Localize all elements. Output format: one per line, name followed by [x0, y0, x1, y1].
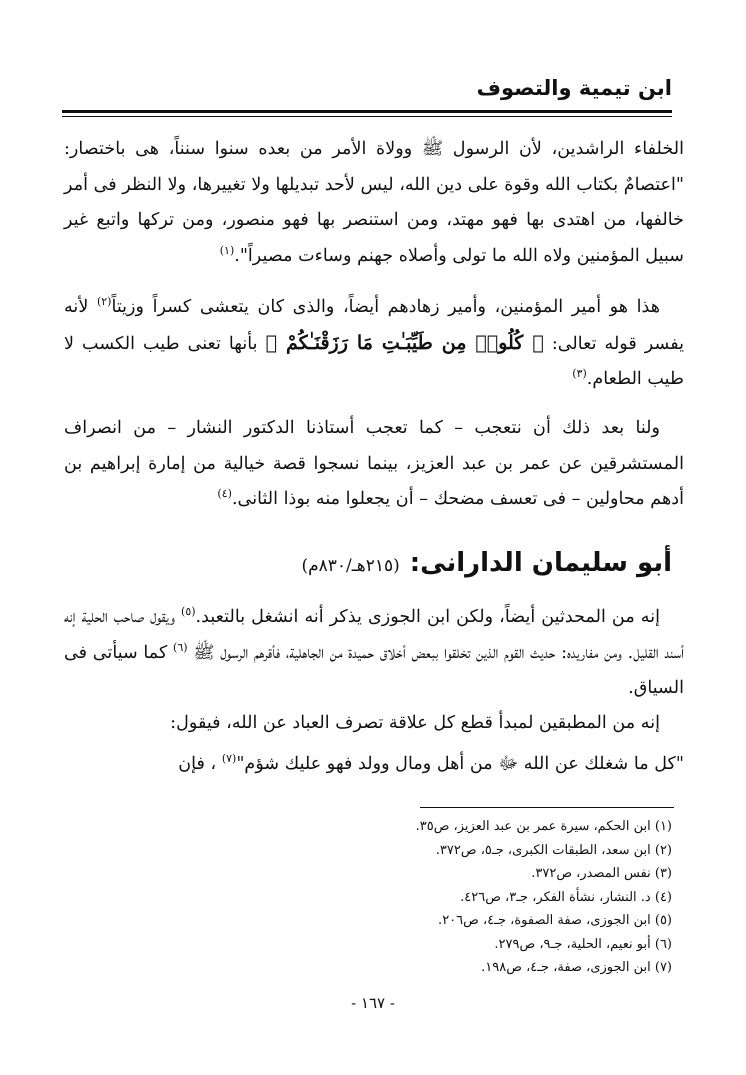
- paragraph-4: [64, 600, 684, 707]
- paragraph-1: [64, 132, 684, 274]
- paragraph-6: [64, 747, 684, 783]
- paragraph-2-text-a: هذا هو أمير المؤمنين، وأمير زهادهم أيضاً، والذى كان يتعشى كسراً وزيتاً: [111, 297, 660, 317]
- footnote-ref-6: (٦): [173, 640, 188, 654]
- paragraph-5: [64, 706, 684, 742]
- section-heading: [72, 545, 672, 584]
- footnote-ref-7: (٧): [221, 752, 237, 766]
- page-number: - ١٦٧ -: [351, 994, 395, 1012]
- footnote-item: (١) ابن الحكم، سيرة عمر بن عبد العزيز، ص٣٥.: [415, 819, 672, 834]
- footnote-item: (٦) أبو نعيم، الحلية، جـ٩، ص٢٧٩.: [494, 936, 672, 952]
- footnote-ref-4: (٤): [217, 487, 232, 501]
- footnote-rule: [420, 807, 674, 808]
- section-title: أبو سليمان الدارانى:: [409, 548, 672, 578]
- paragraph-2-text-c: بأنها تعنى طيب الكسب لا طيب الطعام.: [64, 333, 684, 389]
- footnote-ref-3: (٣): [572, 367, 587, 381]
- footnote-item: (٣) نفس المصدر، ص٣٧٢.: [531, 866, 672, 881]
- footnote-item: (٧) ابن الجوزى، صفة، جـ٤، ص١٩٨.: [481, 960, 672, 975]
- paragraph-4-text-b: ويقول صاحب الحلية إنه أسند القليل. ومن مفاريده: حديث القوم الذين تخلقوا ببعض أخلاق حميدة من الجاهلية، فأقرهم الرسول ﷺ: [64, 607, 685, 663]
- header-rule-thick: [62, 110, 672, 113]
- paragraph-3: [64, 411, 684, 518]
- footnote-ref-2: (٢): [96, 295, 112, 309]
- footnote-ref-1: (١): [219, 243, 235, 257]
- header-rule-thin: [62, 116, 672, 117]
- paragraph-6-text-b: ، فإن: [178, 754, 217, 774]
- footnote-item: (٢) ابن سعد، الطبقات الكبرى، جـ٥، ص٣٧٢.: [435, 842, 672, 858]
- footnote-item: (٤) د. النشار، نشأة الفكر، جـ٣، ص٤٢٦.: [460, 889, 672, 905]
- paragraph-4-text-a: إنه من المحدثين أيضاً، ولكن ابن الجوزى يذكر أنه انشغل بالتعبد.: [195, 607, 660, 627]
- paragraph-4-text-c: كما سيأتى فى السياق.: [64, 642, 684, 698]
- paragraph-2: [64, 290, 684, 398]
- paragraph-2-text-b: لأنه يفسر قوله تعالى:: [64, 297, 685, 354]
- quran-verse: ﴿ كُلُوا۟ مِن طَيِّبَـٰتِ مَا رَزَقْنَـٰكُمْ ﴾: [265, 331, 544, 354]
- footnotes-list: [72, 815, 672, 980]
- paragraph-5-text: إنه من المطبقين لمبدأ قطع كل علاقة تصرف العباد عن الله، فيقول:: [170, 713, 660, 733]
- footnote-item: (٥) ابن الجوزى، صفة الصفوة، جـ٤، ص٢٠٦.: [438, 913, 672, 928]
- section-dates: (٢١٥هـ/٨٣٠م): [301, 556, 400, 576]
- running-header: ابن تيمية والتصوف: [476, 76, 672, 100]
- footnote-ref-5: (٥): [181, 605, 196, 619]
- paragraph-1-text: الخلفاء الراشدين، لأن الرسول ﷺ وولاة الأمر من بعده سنوا سنناً، هى باختصار: "اعتصامٌ بكتاب الله وقوة على دين الله، ليس لأحد تبديلها ولا تغييرها، ولا النظر فى أمر خالفها، من اهتدى بها فهو مهتد، ومن استنصر بها فهو منصور، ومن تركها واتبع غير سبيل المؤمنين ولاه الله ما تولى وأصلاه جهنم وساءت مصيراً".: [64, 139, 684, 266]
- paragraph-3-text: ولنا بعد ذلك أن نتعجب – كما تعجب أستاذنا الدكتور النشار – من انصراف المستشرقين عن عمر بن عبد العزيز، بينما نسجوا قصة خيالية من إمارة إبراهيم بن أدهم محاولين – فى تعسف مضحك – أن يجعلوا منه بوذا الثانى.: [64, 418, 684, 509]
- paragraph-6-quote: "كل ما شغلك عن الله ﷻ من أهل ومال وولد فهو عليك شؤم": [236, 754, 684, 774]
